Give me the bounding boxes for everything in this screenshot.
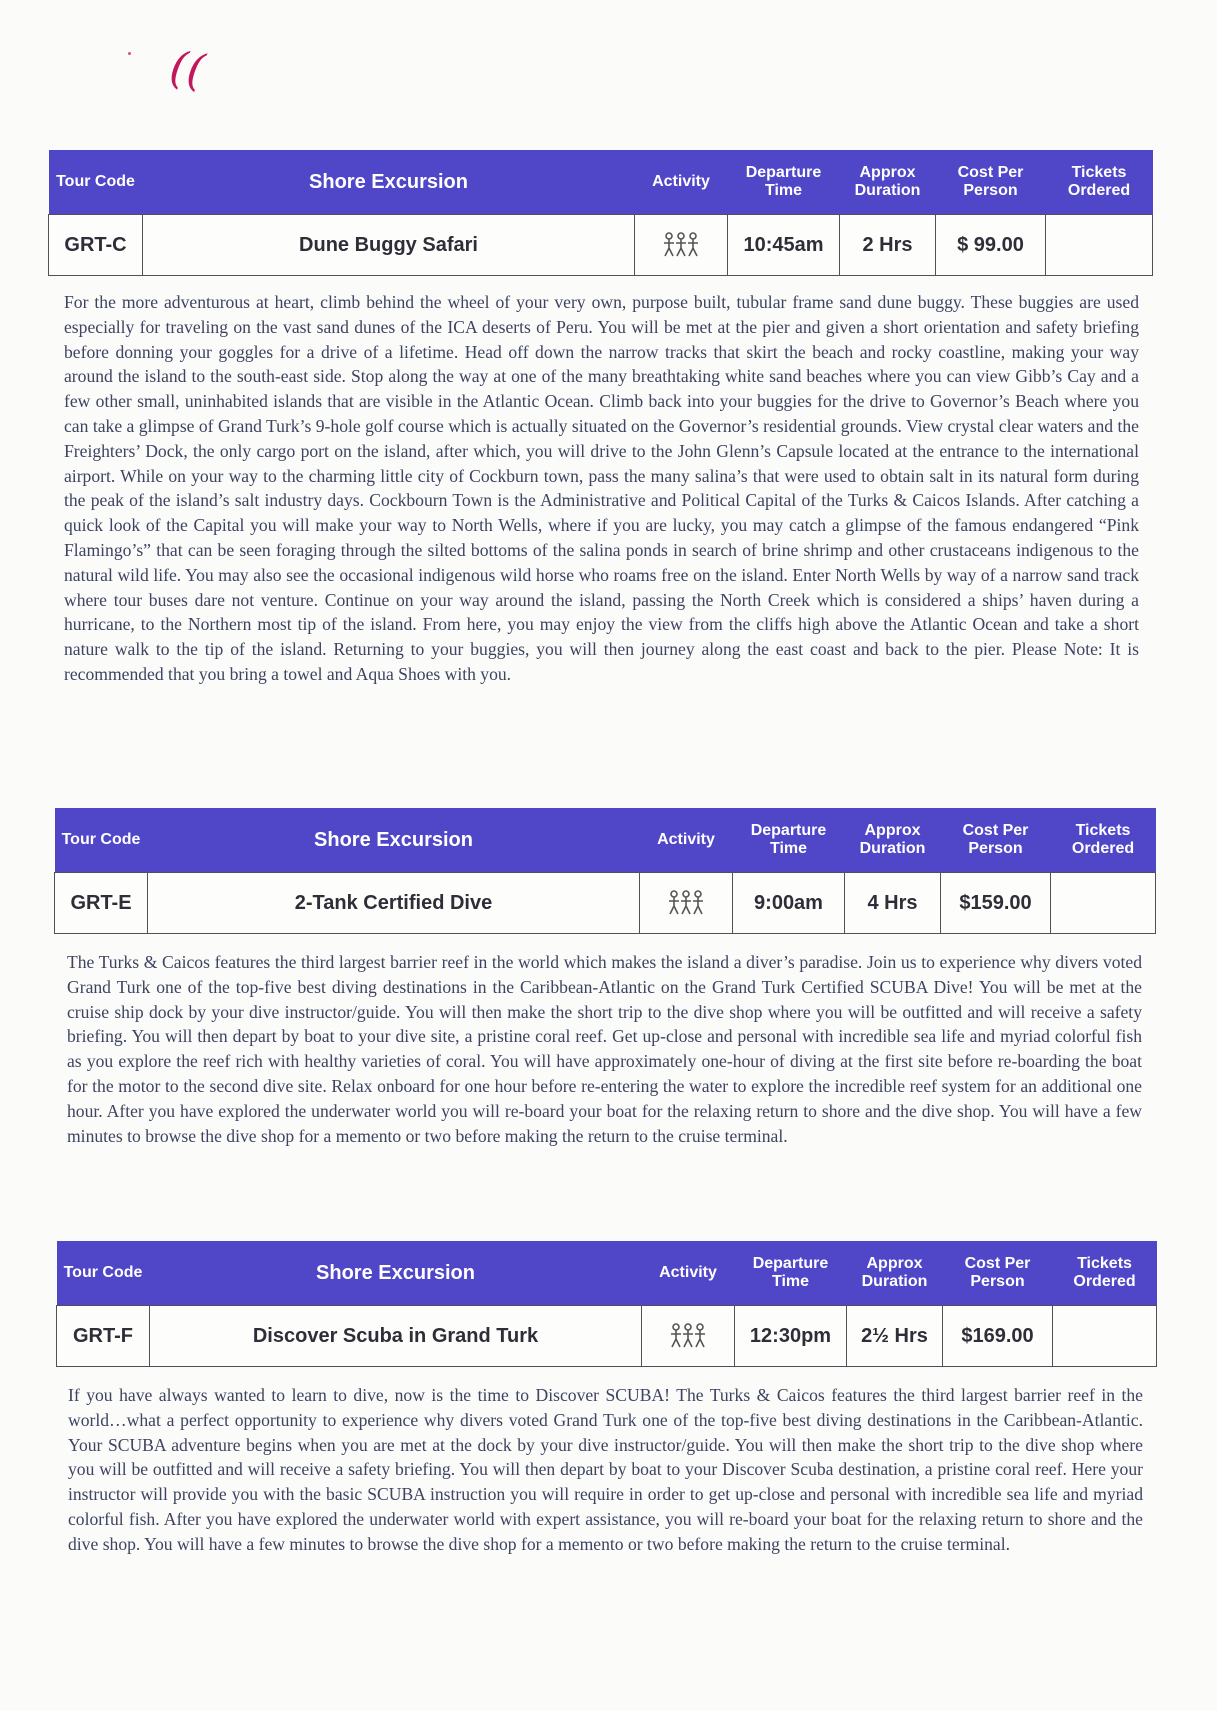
header-departure-time: Departure Time [735,1241,847,1306]
excursion-name: Discover Scuba in Grand Turk [150,1306,642,1367]
header-activity: Activity [640,808,733,873]
ink-dot [128,52,131,55]
header-shore-excursion: Shore Excursion [150,1241,642,1306]
tour-code: GRT-F [57,1306,150,1367]
people-activity-icon [666,888,706,918]
header-tour-code: Tour Code [49,150,143,215]
tickets-ordered-field[interactable] [1053,1306,1157,1367]
excursion-name: 2-Tank Certified Dive [148,873,640,934]
approx-duration: 2½ Hrs [847,1306,943,1367]
activity-cell [642,1306,735,1367]
excursion-description: The Turks & Caicos features the third largest barrier reef in the world which makes the island a diver’s paradise. Join us to experience why divers voted Grand Turk one of the top-five best diving destinations in the Caribbean-Atlantic on the Grand Turk Certified SCUBA Dive! You will be met at the cruise ship dock by your dive instructor/guide. You will then make the short trip to the dive shop where you will be outfitted and will receive a safety briefing. You will then depart by boat to your dive site, a pristine coral reef. Get up-close and personal with incredible sea life and myriad colorful fish as you explore the reef rich with healthy varieties of coral. You will have approximately one-hour of diving at the first site before re-boarding the boat for the motor to the second dive site. Relax onboard for one hour before re-entering the water to explore the incredible reef system for an additional one hour. After you have explored the underwater world you will re-board your boat for the relaxing return to shore and the dive shop. You will have a few minutes to browse the dive shop for a memento or two before making the return to the cruise terminal. [67,952,1142,1146]
cost-per-person: $169.00 [943,1306,1053,1367]
header-departure-time: Departure Time [733,808,845,873]
header-cost-per-person: Cost Per Person [941,808,1051,873]
excursion-description: If you have always wanted to learn to dive, now is the time to Discover SCUBA! The Turks & Caicos features the third largest barrier reef in the world…what a perfect opportunity to experience why divers voted Grand Turk one of the top-five best diving destinations in the Caribbean-Atlantic. Your SCUBA adventure begins when you are met at the dock by your dive instructor/guide. You will then make the short trip to the dive shop where you will be outfitted and will receive a safety briefing. You will then depart by boat to your Discover Scuba destination, a pristine coral reef. Here your instructor will provide you with the basic SCUBA instruction you will require in order to get up-close and personal with incredible sea life and myriad colorful fish. After you have explored the underwater world with expert assistance, you will re-board your boat for the relaxing return to shore and the dive shop. You will have a few minutes to browse the dive shop for a memento or two before making the return to the cruise terminal. [68,1385,1143,1554]
activity-cell [635,215,728,276]
header-activity: Activity [642,1241,735,1306]
header-cost-per-person: Cost Per Person [943,1241,1053,1306]
handwritten-mark: (( [166,41,208,98]
table-row [49,215,1153,276]
excursion-name: Dune Buggy Safari [143,215,635,276]
table-row [55,873,1156,934]
excursion-description: For the more adventurous at heart, climb behind the wheel of your very own, purpose built, tubular frame sand dune buggy. These buggies are used especially for traveling on the vast sand dunes of the ICA deserts of Peru. You will be met at the pier and given a short orientation and safety briefing before donning your goggles for a drive of a lifetime. Head off down the narrow tracks that skirt the beach and rocky coastline, making your way around the island to the south-east side. Stop along the way at one of the many breathtaking white sand beaches where you can view Gibb’s Cay and a few other small, uninhabited islands that are visible in the Atlantic Ocean. Climb back into your buggies for the drive to Governor’s Beach where you can take a glimpse of Grand Turk’s 9-hole golf course which is actually situated on the Governor’s residential grounds. View crystal clear waters and the Freighters’ Dock, the only cargo port on the island, after which, you will drive to the John Glenn’s Capsule located at the entrance to the international airport. While on your way to the charming little city of Cockburn town, pass the many salina’s that were used to obtain salt in its natural form during the peak of the island’s salt industry days. Cockbourn Town is the Administrative and Political Capital of the Turks & Caicos Islands. After catching a quick look of the Capital you will make your way to North Wells, where if you are lucky, you may catch a glimpse of the famous endangered “Pink Flamingo’s” that can be seen foraging through the silted bottoms of the salina ponds in search of brine shrimp and other crustaceans indigenous to the natural wild life. You may also see the occasional indigenous wild horse who roams free on the island. Enter North Wells by way of a narrow sand track where tour buses dare not venture. Continue on your way around the island, passing the North Creek which is considered a ships’ haven during a hurricane, to the Northern most tip of the island. From here, you may enjoy the view from the cliffs high above the Atlantic Ocean and take a short nature walk to the tip of the island. Returning to your buggies, you will then journey along the east coast and back to the pier. Please Note: It is recommended that you bring a towel and Aqua Shoes with you. [64,292,1139,684]
people-activity-icon [661,230,701,260]
header-tickets-ordered: Tickets Ordered [1051,808,1156,873]
cost-per-person: $ 99.00 [936,215,1046,276]
people-activity-icon [668,1321,708,1351]
header-shore-excursion: Shore Excursion [148,808,640,873]
departure-time: 10:45am [728,215,840,276]
header-approx-duration: Approx Duration [847,1241,943,1306]
excursion-table [48,150,1153,276]
header-departure-time: Departure Time [728,150,840,215]
table-header-row [57,1241,1157,1306]
approx-duration: 4 Hrs [845,873,941,934]
header-tour-code: Tour Code [55,808,148,873]
table-header-row [49,150,1153,215]
departure-time: 9:00am [733,873,845,934]
header-tickets-ordered: Tickets Ordered [1046,150,1153,215]
activity-cell [640,873,733,934]
header-approx-duration: Approx Duration [845,808,941,873]
tickets-ordered-field[interactable] [1046,215,1153,276]
header-tour-code: Tour Code [57,1241,150,1306]
header-approx-duration: Approx Duration [840,150,936,215]
tour-code: GRT-E [55,873,148,934]
table-row [57,1306,1157,1367]
cost-per-person: $159.00 [941,873,1051,934]
header-activity: Activity [635,150,728,215]
approx-duration: 2 Hrs [840,215,936,276]
departure-time: 12:30pm [735,1306,847,1367]
header-cost-per-person: Cost Per Person [936,150,1046,215]
table-header-row [55,808,1156,873]
excursion-table [54,808,1156,934]
tickets-ordered-field[interactable] [1051,873,1156,934]
header-shore-excursion: Shore Excursion [143,150,635,215]
header-tickets-ordered: Tickets Ordered [1053,1241,1157,1306]
excursion-table [56,1241,1157,1367]
tour-code: GRT-C [49,215,143,276]
